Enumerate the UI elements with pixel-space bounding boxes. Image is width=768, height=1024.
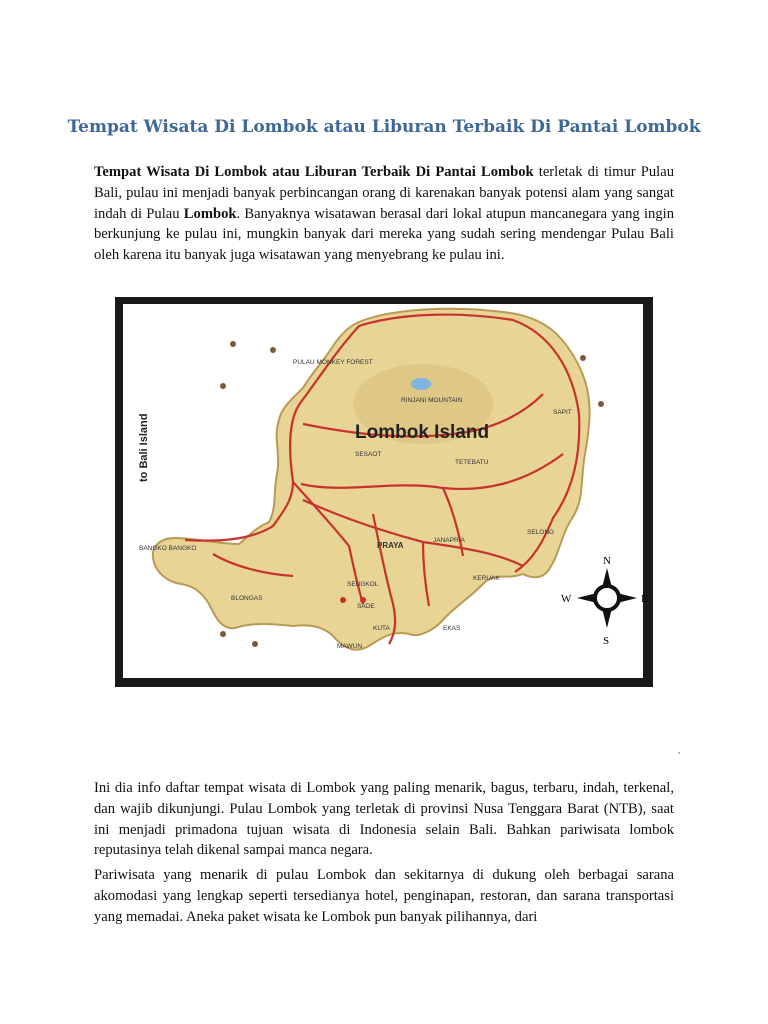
- place-sapit: SAPIT: [553, 409, 572, 416]
- place-sengkol: SENGKOL: [347, 581, 379, 588]
- compass-n: N: [603, 555, 611, 567]
- to-bali-label: to Bali Island: [138, 413, 150, 482]
- article-title: Tempat Wisata Di Lombok atau Liburan Terbaik Di Pantai Lombok: [67, 117, 701, 137]
- compass-w: W: [561, 593, 572, 605]
- place-tetebatu: TETEBATU: [455, 459, 489, 466]
- paragraph-2: Ini dia info daftar tempat wisata di Lombok yang paling menarik, bagus, terbaru, indah, terkenal, dan wajib dikunjungi. Pulau Lombok yang terletak di provinsi Nusa Tenggara Barat (NTB), saat ini menjadi primadona tujuan wisata di Indonesia selain Bali. Bahkan pariwisata lombok reputasinya telah dikenal sampai manca negara.: [94, 780, 674, 859]
- map-canvas: [123, 304, 648, 678]
- paragraph-3: Pariwisata yang menarik di pulau Lombok dan sekitarnya di dukung oleh berbagai sarana akomodasi yang lengkap seperti tersedianya hotel, penginapan, restoran, dan sarana transportasi yang memadai. Aneka paket wisata ke Lombok pun banyak pilihannya, dari: [94, 867, 674, 925]
- place-mawun: MAWUN: [337, 643, 363, 650]
- compass-icon: [561, 555, 648, 647]
- place-blongas: BLONGAS: [231, 595, 263, 602]
- stray-dot: [678, 752, 680, 754]
- place-sade: SADE: [357, 603, 375, 610]
- map-title: Lombok Island: [355, 422, 490, 443]
- place-bangko-bangko: BANGKO BANGKO: [139, 545, 197, 552]
- place-ekas: EKAS: [443, 625, 461, 632]
- compass-s: S: [603, 635, 610, 647]
- place-praya: PRAYA: [377, 541, 404, 550]
- intro-text-1: terletak di timur Pulau Bali, pulau ini menjadi banyak perbincangan orang di karenakan banyak potensi alam yang sangat indah di Pulau: [94, 164, 674, 222]
- place-sesaot: SESAOT: [355, 451, 382, 458]
- lombok-map-image: [115, 297, 653, 687]
- compass-e: E: [641, 593, 648, 605]
- segara-anak-lake: [411, 378, 431, 390]
- place-keruak: KERUAK: [473, 575, 500, 582]
- map-svg: [123, 304, 648, 678]
- place-rinjani: RINJANI MOUNTAIN: [401, 397, 463, 404]
- place-monkey-forest: PULAU MONKEY FOREST: [293, 359, 373, 366]
- intro-bold-lead: Tempat Wisata Di Lombok atau Liburan Terbaik Di Pantai Lombok: [94, 164, 534, 180]
- intro-text-2: . Banyaknya wisatawan berasal dari lokal atupun mancanegara yang ingin berkunjung ke pulau ini, mungkin banyak dari mereka yang sudah sering mendengar Pulau Bali oleh karena itu banyak juga wisatawan yang menyebrang ke pulau ini.: [94, 205, 674, 264]
- intro-bold-lombok: Lombok: [183, 205, 237, 222]
- place-kuta: KUTA: [373, 625, 390, 632]
- place-janapria: JANAPRIA: [433, 537, 465, 544]
- place-selong: SELONG: [527, 529, 555, 536]
- intro-paragraph: [94, 162, 674, 266]
